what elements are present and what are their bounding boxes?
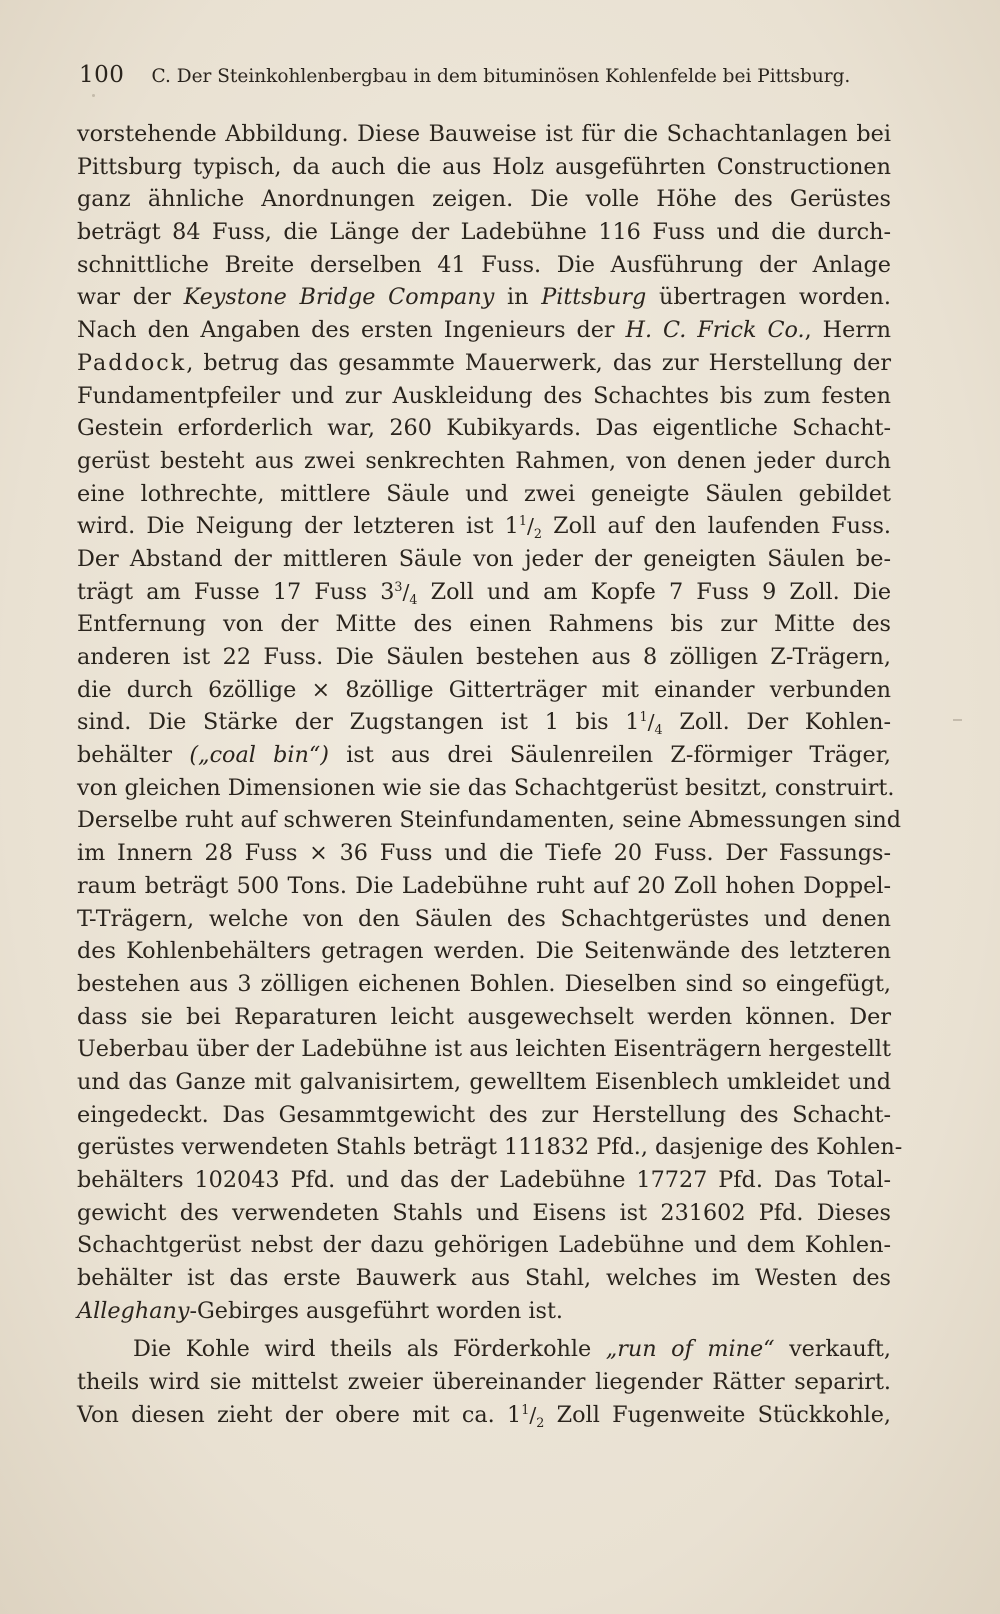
text-line: gewicht des verwendeten Stahls und Eisens ist 231602 Pfd. Dieses bbox=[77, 1199, 891, 1226]
text-line: wird. Die Neigung der letzteren ist $1^1/_2$ Zoll auf den laufenden Fuss. bbox=[77, 513, 891, 542]
text-line: die durch 6zöllige × 8zöllige Gitterträger mit einander verbunden bbox=[77, 676, 891, 703]
text-line: Schachtgerüst nebst der dazu gehörigen Ladebühne und dem Kohlen- bbox=[77, 1232, 891, 1259]
italic-place-name: Pittsburg bbox=[541, 284, 647, 311]
text-line: Paddock, betrug das gesammte Mauerwerk, das zur Herstellung der bbox=[77, 349, 891, 376]
italic-english-term: „run of mine“ bbox=[605, 1336, 775, 1363]
text-line: anderen ist 22 Fuss. Die Säulen bestehen aus 8 zölligen Z-Trägern, bbox=[77, 644, 891, 670]
body-text bbox=[77, 118, 903, 1432]
fraction: $^1/_4$ bbox=[639, 709, 663, 738]
text-line: dass sie bei Reparaturen leicht ausgewechselt werden können. Der bbox=[77, 1003, 891, 1030]
text-line: T-Trägern, welche von den Säulen des Schachtgerüstes und denen bbox=[77, 905, 891, 932]
page-header bbox=[79, 62, 879, 96]
text-line: trägt am Fusse 17 Fuss $3^3/_4$ Zoll und am Kopfe 7 Fuss 9 Zoll. Die bbox=[77, 578, 892, 607]
text-line: ganz ähnliche Anordnungen zeigen. Die volle Höhe des Gerüstes bbox=[77, 186, 891, 213]
text-line: bestehen aus 3 zölligen eichenen Bohlen. Dieselben sind so eingefügt, bbox=[77, 970, 891, 997]
text-line: schnittliche Breite derselben 41 Fuss. Die Ausführung der Anlage bbox=[77, 251, 891, 278]
spaced-person-name: Paddock bbox=[77, 349, 187, 376]
text-line: Gestein erforderlich war, 260 Kubikyards. Das eigentliche Schacht- bbox=[77, 415, 891, 442]
text-line: eine lothrechte, mittlere Säule und zwei geneigte Säulen gebildet bbox=[77, 480, 891, 507]
print-speck bbox=[92, 94, 95, 97]
text-line: raum beträgt 500 Tons. Die Ladebühne ruht auf 20 Zoll hohen Doppel- bbox=[77, 872, 891, 899]
text-line: im Innern 28 Fuss × 36 Fuss und die Tiefe 20 Fuss. Der Fassungs- bbox=[77, 840, 891, 867]
text-line: Nach den Angaben des ersten Ingenieurs der H. C. Frick Co., Herrn bbox=[77, 317, 891, 344]
italic-english-term: („coal bin“) bbox=[189, 742, 330, 769]
text-line: und das Ganze mit galvanisirtem, gewelltem Eisenblech umkleidet und bbox=[77, 1068, 891, 1095]
fraction: $^3/_4$ bbox=[394, 578, 418, 607]
text-line: Pittsburg typisch, da auch die aus Holz ausgeführten Constructionen bbox=[77, 153, 891, 180]
text-line: eingedeckt. Das Gesammtgewicht des zur Herstellung des Schacht- bbox=[77, 1101, 891, 1128]
text-line: Fundamentpfeiler und zur Auskleidung des Schachtes bis zum festen bbox=[77, 382, 891, 409]
text-line: Von diesen zieht der obere mit ca. $1^1/_2$ Zoll Fugenweite Stückkohle, bbox=[77, 1401, 891, 1430]
text-line: Derselbe ruht auf schweren Steinfundamenten, seine Abmessungen sind bbox=[77, 807, 902, 834]
text-line: Der Abstand der mittleren Säule von jeder der geneigten Säulen be- bbox=[77, 545, 891, 572]
text-line: vorstehende Abbildung. Diese Bauweise ist für die Schachtanlagen bei bbox=[77, 121, 891, 147]
fraction: $^1/_2$ bbox=[521, 1401, 545, 1430]
italic-company-name: Keystone Bridge Company bbox=[183, 284, 495, 311]
text-line: beträgt 84 Fuss, die Länge der Ladebühne 116 Fuss und die durch- bbox=[77, 219, 891, 246]
fraction: $^1/_2$ bbox=[518, 513, 542, 542]
text-line: theils wird sie mittelst zweier übereinander liegender Rätter separirt. bbox=[77, 1369, 891, 1396]
italic-place-name: Alleghany bbox=[77, 1297, 190, 1324]
text-line: des Kohlenbehälters getragen werden. Die Seitenwände des letzteren bbox=[77, 938, 891, 965]
text-line: Entfernung von der Mitte des einen Rahmens bis zur Mitte des bbox=[77, 611, 891, 638]
text-line-paragraph-start: Die Kohle wird theils als Förderkohle „run of mine“ verkauft, bbox=[133, 1336, 891, 1363]
text-line: sind. Die Stärke der Zugstangen ist 1 bis $1^1/_4$ Zoll. Der Kohlen- bbox=[77, 709, 891, 738]
text-line: behälter („coal bin“) ist aus drei Säulenreilen Z-förmiger Träger, bbox=[77, 742, 891, 769]
text-line: Ueberbau über der Ladebühne ist aus leichten Eisenträgern hergestellt bbox=[77, 1036, 891, 1063]
text-line: gerüst besteht aus zwei senkrechten Rahmen, von denen jeder durch bbox=[77, 447, 891, 474]
page-number: 100 bbox=[79, 62, 125, 88]
margin-smudge bbox=[953, 719, 962, 721]
text-line: gerüstes verwendeten Stahls beträgt 111832 Pfd., dasjenige des Kohlen- bbox=[77, 1134, 903, 1161]
text-line: behälters 102043 Pfd. und das der Ladebühne 17727 Pfd. Das Total- bbox=[77, 1167, 891, 1193]
text-line: von gleichen Dimensionen wie sie das Schachtgerüst besitzt, construirt. bbox=[77, 774, 895, 801]
running-head: C. Der Steinkohlenbergbau in dem bituminösen Kohlenfelde bei Pittsburg. bbox=[151, 66, 851, 87]
italic-company-name: H. C. Frick Co. bbox=[625, 317, 805, 344]
text-line: behälter ist das erste Bauwerk aus Stahl, welches im Westen des bbox=[77, 1265, 891, 1292]
text-line: war der Keystone Bridge Company in Pittsburg übertragen worden. bbox=[77, 284, 891, 311]
text-line-paragraph-end: Alleghany-Gebirges ausgeführt worden ist. bbox=[77, 1297, 564, 1324]
